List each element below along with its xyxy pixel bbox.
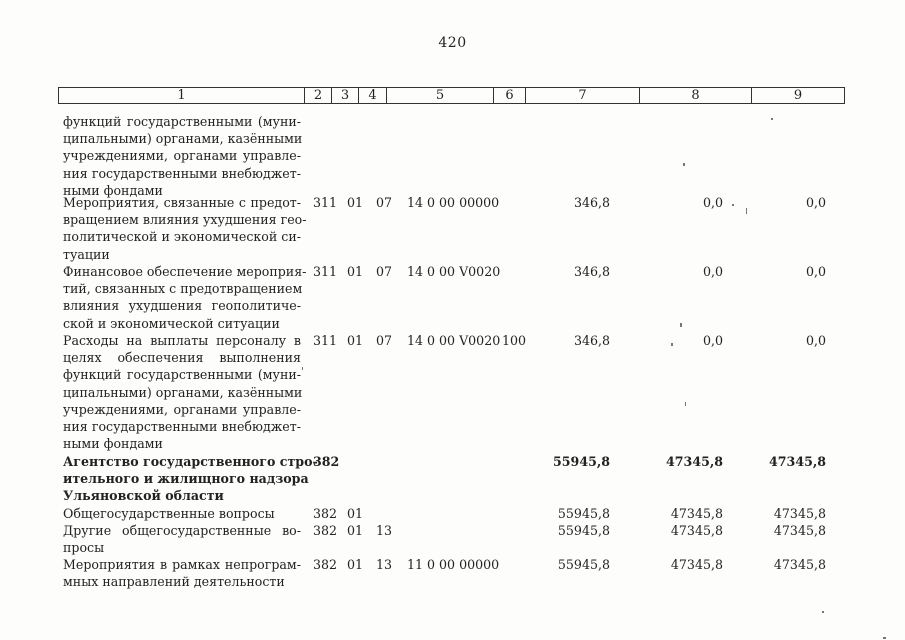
row-name-line: ской и экономической ситуации xyxy=(63,315,280,331)
row-name-line: ния государственными внебюджет- xyxy=(63,419,301,435)
row-name-line: Агентство государственного стро- xyxy=(63,454,318,469)
budget-code-cell: 311 xyxy=(313,333,338,348)
subsection-code-cell: 13 xyxy=(376,523,393,538)
header-cell: 8 xyxy=(640,87,752,104)
section-code-cell: 01 xyxy=(347,523,364,538)
section-code-cell: 01 xyxy=(347,264,364,279)
amount-year2-cell: 47345,8 xyxy=(670,557,723,572)
row-name-line: туации xyxy=(63,246,110,262)
scan-speck xyxy=(883,637,886,639)
section-code-cell: 01 xyxy=(347,506,364,521)
section-code-cell: 01 xyxy=(347,195,364,210)
row-name-line: ципальными) органами, казёнными xyxy=(63,131,303,147)
row-name-line: Другие общегосударственные во- xyxy=(63,523,301,538)
section-code-cell: 01 xyxy=(347,333,364,348)
amount-year1-cell: 346,8 xyxy=(573,333,610,348)
budget-code-cell: 311 xyxy=(313,264,338,279)
row-name-cell xyxy=(63,194,307,263)
row-name-line: вращением влияния ухудшения гео- xyxy=(63,212,307,228)
row-name-line: функций государственными (муни- xyxy=(63,367,301,383)
amount-year3-cell: 47345,8 xyxy=(773,557,826,572)
subsection-code-cell: 13 xyxy=(376,557,393,572)
row-name-line: тий, связанных с предотвращением xyxy=(63,281,303,297)
amount-year2-cell: 47345,8 xyxy=(670,506,723,521)
amount-year2-cell: 0,0 xyxy=(702,264,723,279)
amount-year2-cell: 47345,8 xyxy=(670,523,723,538)
row-name-line: целях обеспечения выполнения xyxy=(63,350,301,366)
expense-type-cell: 100 xyxy=(502,333,527,348)
row-name-cell xyxy=(63,263,307,332)
row-name-line: ния государственными внебюджет- xyxy=(63,165,301,181)
amount-year2-cell: 47345,8 xyxy=(666,454,723,469)
row-name-cell xyxy=(63,113,301,199)
amount-year1-cell: 55945,8 xyxy=(557,506,610,521)
amount-year1-cell: 55945,8 xyxy=(557,557,610,572)
row-name-line: ными фондами xyxy=(63,182,163,198)
scan-speck xyxy=(671,343,673,346)
row-name-line: Ульяновской области xyxy=(63,488,224,504)
target-article-cell: 14 0 00 V0020 xyxy=(407,333,501,348)
header-cell: 6 xyxy=(494,87,526,104)
scan-speck xyxy=(732,204,734,206)
header-cell: 7 xyxy=(526,87,640,104)
row-name-line: функций государственными (муни- xyxy=(63,114,301,129)
budget-code-cell: 382 xyxy=(313,557,338,572)
row-name-cell xyxy=(63,522,301,556)
row-name-cell xyxy=(63,556,301,590)
header-cell: 5 xyxy=(387,87,494,104)
scan-speck xyxy=(302,367,303,370)
page-number: 420 xyxy=(438,35,467,51)
budget-code-cell: 382 xyxy=(313,506,338,521)
amount-year3-cell: 47345,8 xyxy=(773,523,826,538)
row-name-cell xyxy=(63,332,301,452)
row-name-cell xyxy=(63,453,318,505)
scan-speck xyxy=(771,118,773,120)
amount-year1-cell: 346,8 xyxy=(573,264,610,279)
subsection-code-cell: 07 xyxy=(376,195,393,210)
row-name-line: влияния ухудшения геополитиче- xyxy=(63,298,301,314)
scan-speck xyxy=(822,611,824,613)
target-article-cell: 14 0 00 00000 xyxy=(407,195,500,210)
row-name-line: Финансовое обеспечение мероприя- xyxy=(63,264,307,279)
row-name-line: мных направлений деятельности xyxy=(63,574,285,590)
header-cell: 9 xyxy=(752,87,845,104)
row-name-line: ительного и жилищного надзора xyxy=(63,471,309,487)
row-name-line: Общегосударственные вопросы xyxy=(63,506,275,521)
amount-year3-cell: 0,0 xyxy=(805,333,826,348)
section-code-cell: 01 xyxy=(347,557,364,572)
scan-speck xyxy=(685,402,686,406)
row-name-line: просы xyxy=(63,540,105,556)
amount-year3-cell: 47345,8 xyxy=(769,454,826,469)
row-name-line: учреждениями, органами управле- xyxy=(63,401,301,417)
budget-code-cell: 382 xyxy=(313,523,338,538)
scan-speck xyxy=(680,323,682,327)
header-cell: 4 xyxy=(359,87,387,104)
amount-year1-cell: 55945,8 xyxy=(557,523,610,538)
row-name-line: Мероприятия, связанные с предот- xyxy=(63,195,301,210)
budget-code-cell: 311 xyxy=(313,195,338,210)
amount-year1-cell: 55945,8 xyxy=(553,454,610,469)
subsection-code-cell: 07 xyxy=(376,333,393,348)
amount-year3-cell: 47345,8 xyxy=(773,506,826,521)
row-name-cell xyxy=(63,505,301,522)
row-name-line: политической и экономической си- xyxy=(63,229,301,245)
header-cell: 3 xyxy=(332,87,359,104)
subsection-code-cell: 07 xyxy=(376,264,393,279)
scan-speck xyxy=(683,163,685,166)
amount-year2-cell: 0,0 xyxy=(702,195,723,210)
amount-year1-cell: 346,8 xyxy=(573,195,610,210)
amount-year3-cell: 0,0 xyxy=(805,264,826,279)
row-name-line: Расходы на выплаты персоналу в xyxy=(63,333,301,348)
row-name-line: ципальными) органами, казёнными xyxy=(63,384,303,400)
target-article-cell: 14 0 00 V0020 xyxy=(407,264,501,279)
scan-speck xyxy=(746,208,747,214)
amount-year2-cell: 0,0 xyxy=(702,333,723,348)
row-name-line: ными фондами xyxy=(63,436,163,452)
amount-year3-cell: 0,0 xyxy=(805,195,826,210)
budget-code-cell: 382 xyxy=(313,454,340,469)
row-name-line: Мероприятия в рамках непрограм- xyxy=(63,557,301,572)
header-cell: 1 xyxy=(58,87,305,104)
target-article-cell: 11 0 00 00000 xyxy=(407,557,500,572)
header-cell: 2 xyxy=(305,87,332,104)
row-name-line: учреждениями, органами управле- xyxy=(63,148,301,164)
